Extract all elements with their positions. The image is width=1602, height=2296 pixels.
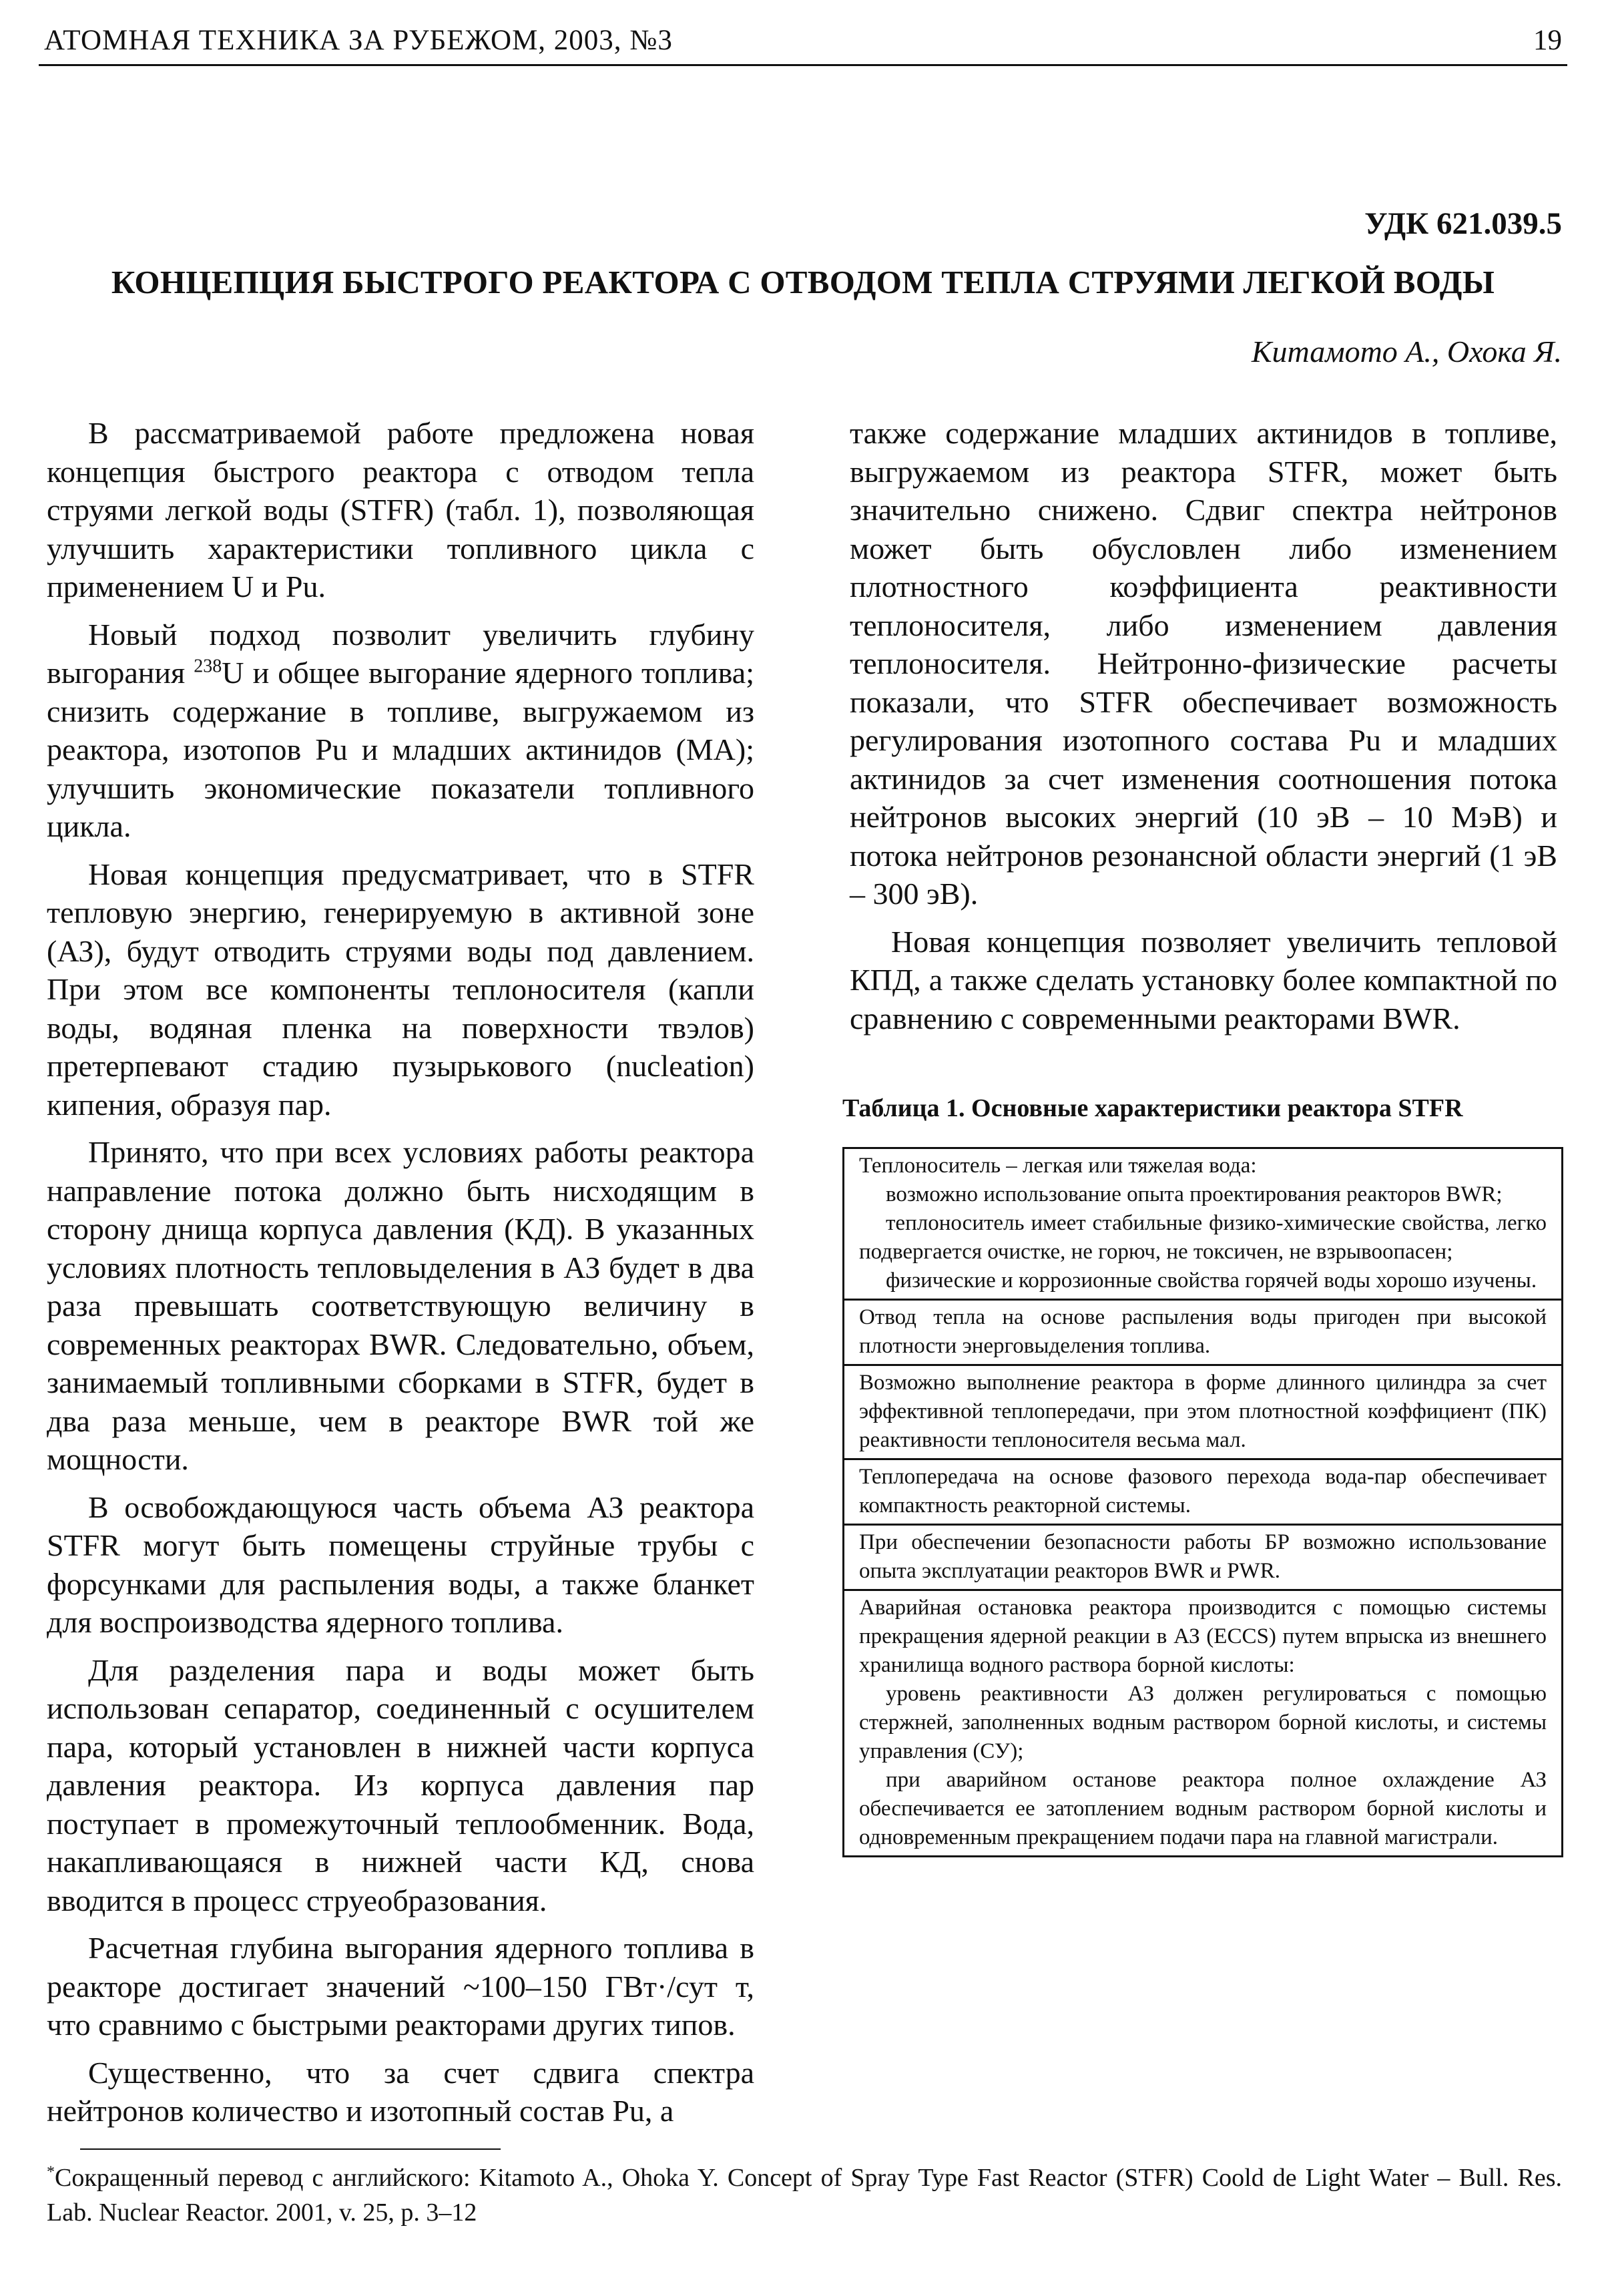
- table-row: [844, 1149, 1561, 1301]
- table-cell-text: Теплоноситель – легкая или тяжелая вода:: [859, 1154, 1257, 1178]
- table-cell-text: Теплопередача на основе фазового перехода вода-пар обеспечивает компактность реакторной системы.: [859, 1465, 1547, 1518]
- table-row: [844, 1301, 1561, 1366]
- udc-code: УДК 621.039.5: [1364, 206, 1562, 241]
- table-row: [844, 1366, 1561, 1460]
- table-cell-text: Отвод тепла на основе распыления воды пригоден при высокой плотности энерговыделения топлива.: [859, 1305, 1547, 1358]
- table-cell-text: уровень реактивности АЗ должен регулироваться с помощью стержней, заполненных водным раствором борной кислоты, и системы управления (СУ);: [859, 1682, 1547, 1763]
- paragraph: [47, 616, 754, 846]
- table-cell-text: при аварийном останове реактора полное охлаждение АЗ обеспечивается ее затоплением водным раствором борной кислоты и одновременным прекращением подачи пара на главной магистрали.: [859, 1768, 1547, 1849]
- paragraph: Существенно, что за счет сдвига спектра нейтронов количество и изотопный состав Pu, а: [47, 2055, 754, 2128]
- table-row: [844, 1460, 1561, 1526]
- journal-title: АТОМНАЯ ТЕХНИКА ЗА РУБЕЖОМ, 2003, №3: [44, 25, 673, 56]
- page-number: 19: [1533, 25, 1562, 56]
- footnote: [47, 2160, 1562, 2230]
- running-header: [39, 15, 1567, 66]
- paragraph: Расчетная глубина выгорания ядерного топлива в реакторе достигает значений ~100–150 ГВт·/сут т, что сравнимо с быстрыми реакторами других типов.: [47, 1931, 754, 2042]
- paragraph-text: U и общее выгорание ядерного топлива; снизить содержание в топливе, выгружаемом из реактора, изотопов Pu и младших актинидов (МА); улучшить экономические показатели топливного цикла.: [47, 656, 754, 843]
- footnote-divider: [80, 2148, 501, 2150]
- table-caption: Таблица 1. Основные характеристики реактора STFR: [842, 1094, 1463, 1122]
- table-cell-text: Аварийная остановка реактора производится с помощью системы прекращения ядерной реакции в АЗ (ECCS) путем впрыска из внешнего хранилища водного раствора борной кислоты:: [859, 1596, 1547, 1677]
- footnote-text: Сокращенный перевод с английского: Kitamoto A., Ohoka Y. Concept of Spray Type Fast Reactor (STFR) Coold de Light Water – Bull. Res. Lab. Nuclear Reactor. 2001, v. 25, p. 3–12: [47, 2164, 1562, 2227]
- table-row: [844, 1591, 1561, 1855]
- isotope-mass: 238: [194, 656, 222, 677]
- table-cell-text: Возможно выполнение реактора в форме длинного цилиндра за счет эффективной теплопередачи, при этом плотностной коэффициент (ПК) реактивности теплоносителя весьма мал.: [859, 1371, 1547, 1452]
- paragraph: В освобождающуюся часть объема АЗ реактора STFR могут быть помещены струйные трубы с форсунками для распыления воды, а также бланкет для воспроизводства ядерного топлива.: [47, 1489, 754, 1639]
- table-cell-text: теплоноситель имеет стабильные физико-химические свойства, легко подвергается очистке, не горюч, не токсичен, не взрывоопасен;: [859, 1211, 1547, 1264]
- characteristics-table: [842, 1147, 1563, 1857]
- table-cell-text: возможно использование опыта проектирования реакторов BWR;: [886, 1182, 1503, 1206]
- table-cell-text: физические и коррозионные свойства горячей воды хорошо изучены.: [886, 1269, 1537, 1293]
- paragraph-text: Новый подход позволит увеличить глубину выгорания: [47, 617, 754, 690]
- paragraph: Новая концепция позволяет увеличить тепловой КПД, а также сделать установку более компактной по сравнению с современными реакторами BWR.: [850, 924, 1557, 1036]
- paragraph: В рассматриваемой работе предложена новая концепция быстрого реактора с отводом тепла струями легкой воды (STFR) (табл. 1), позволяющая улучшить характеристики топливного цикла с применением U и Pu.: [47, 416, 754, 604]
- paragraph: Для разделения пара и воды может быть использован сепаратор, соединенный с осушителем пара, который установлен в нижней части корпуса давления реактора. Из корпуса давления пар поступает в промежуточный теплообменник. Вода, накапливающаяся в нижней части КД, снова вводится в процесс струеобразования.: [47, 1652, 754, 1917]
- article-authors: Китамото А., Охока Я.: [1251, 334, 1562, 369]
- footnote-mark: *: [47, 2163, 55, 2181]
- right-column: [850, 414, 1557, 1047]
- table-row: [844, 1526, 1561, 1591]
- paragraph: также содержание младших актинидов в топливе, выгружаемом из реактора STFR, может быть значительно снижено. Сдвиг спектра нейтронов может быть обусловлен либо изменением плотностного коэффициента реактивности теплоносителя, либо изменением давления теплоносителя. Нейтронно-физические расчеты показали, что STFR обеспечивает возможность регулирования изотопного состава Pu и младших актинидов за счет изменения соотношения потока нейтронов высоких энергий (10 эВ – 10 МэВ) и потока нейтронов резонансной области энергий (1 эВ – 300 эВ).: [850, 416, 1557, 911]
- paragraph: Новая концепция предусматривает, что в STFR тепловую энергию, генерируемую в активной зоне (АЗ), будут отводить струями воды под давлением. При этом все компоненты теплоносителя (капли воды, водяная пленка на поверхности твэлов) претерпевают стадию пузырькового (nucleation) кипения, образуя пар.: [47, 857, 754, 1122]
- left-column: [47, 414, 754, 2140]
- table-cell-text: При обеспечении безопасности работы БР возможно использование опыта эксплуатации реакторов BWR и PWR.: [859, 1530, 1547, 1583]
- paragraph: Принято, что при всех условиях работы реактора направление потока должно быть нисходящим в сторону днища корпуса давления (КД). В указанных условиях плотность тепловыделения в АЗ будет в два раза превышать соответствующую величину в современных реакторах BWR. Следовательно, объем, занимаемый топливными сборками в STFR, будет в два раза меньше, чем в реакторе BWR той же мощности.: [47, 1135, 754, 1476]
- article-title: КОНЦЕПЦИЯ БЫСТРОГО РЕАКТОРА С ОТВОДОМ ТЕПЛА СТРУЯМИ ЛЕГКОЙ ВОДЫ: [111, 264, 1495, 300]
